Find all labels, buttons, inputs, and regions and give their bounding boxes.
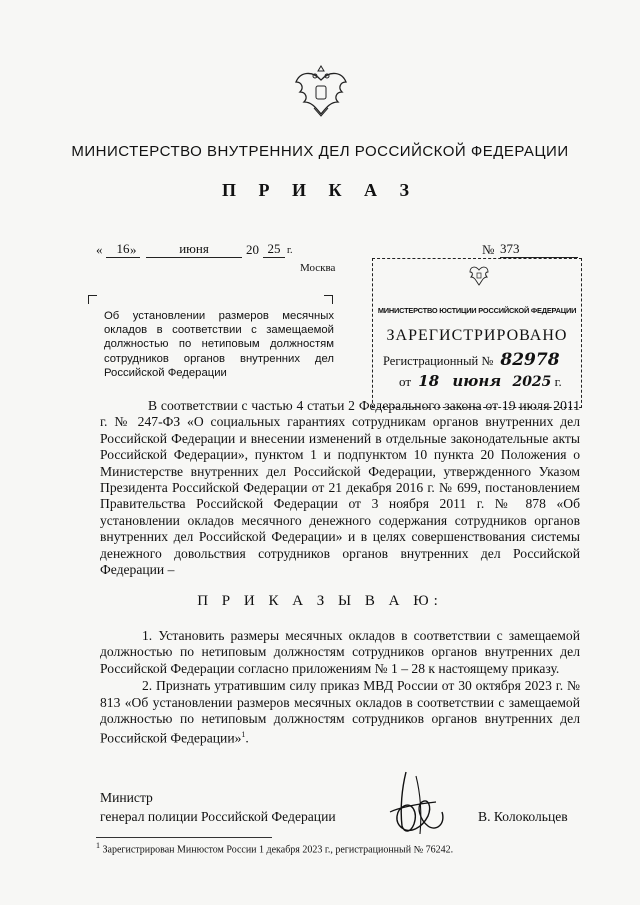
- date-year-abbr: г.: [287, 245, 293, 256]
- footnote: [96, 841, 453, 855]
- order-item-2: 2. Признать утратившим силу приказ МВД России от 30 октября 2023 г. № 813 «Об установлении размеров месячных окладов в соответствии с замещаемой должностью по нетиповым должностям сотрудников органов внутренних дел Российской Федерации»$^1$.: [100, 678, 580, 746]
- city: Москва: [300, 262, 336, 274]
- stamp-date-year: 2025: [512, 374, 552, 390]
- document-title: П Р И К А З: [221, 180, 419, 200]
- order-number-label: №: [482, 242, 495, 257]
- date-open-quote: «: [96, 242, 103, 257]
- stamp-date-day: 18: [418, 372, 440, 390]
- date-close-quote: »: [130, 242, 137, 257]
- coat-of-arms-emblem: [294, 62, 348, 120]
- ministry-name: МИНИСТЕРСТВО ВНУТРЕННИХ ДЕЛ РОССИЙСКОЙ ФЕДЕРАЦИИ: [71, 143, 569, 160]
- order-number: 373: [500, 241, 578, 258]
- stamp-date-prefix: от: [399, 374, 412, 389]
- stamp-emblem-icon: [469, 263, 489, 287]
- signer-position-line1: Министр: [100, 790, 153, 805]
- order-item-text: 2. Признать утратившим силу приказ МВД России от 30 октября 2023 г. № 813 «Об установлении размеров месячных окладов в соответствии с замещаемой должностью по нетиповым должностям сотрудников органов внутренних дел Российской Федерации»: [100, 678, 580, 746]
- order-subject: Об установлении размеров месячных окладов в соответствии с замещаемой должностью по нетиповым должностям сотрудников органов внутренних дел Российской Федерации: [104, 310, 334, 379]
- stamp-reg-number: 82978: [500, 350, 560, 370]
- subject-bracket-left: [88, 295, 97, 304]
- footnote-separator: [96, 837, 272, 838]
- date-month: июня: [146, 241, 242, 258]
- order-verb: П Р И К А З Ы В А Ю:: [197, 593, 443, 609]
- date-day: 16: [106, 241, 140, 258]
- handwritten-signature: [376, 768, 456, 840]
- stamp-reg-line: [383, 350, 560, 370]
- registration-stamp: [372, 258, 582, 408]
- signer-name: В. Колокольцев: [478, 809, 568, 824]
- stamp-ministry: МИНИСТЕРСТВО ЮСТИЦИИ РОССИЙСКОЙ ФЕДЕРАЦИИ: [377, 306, 577, 315]
- date-year-prefix: 20: [246, 242, 259, 257]
- subject-bracket-right: [324, 295, 333, 304]
- stamp-date-line: [399, 372, 562, 390]
- signer-position-line2: генерал полиции Российской Федерации: [100, 809, 336, 824]
- date-year-suffix: 25: [263, 241, 285, 258]
- preamble-text: В соответствии с частью 4 статьи 2 Федерального закона от 19 июля 2011 г. № 247-ФЗ «О социальных гарантиях сотрудникам органов внутренних дел Российской Федерации и внесении изменений в отдельные законодательные акты Российской Федерации», пунктом 1 и подпунктом 10 пункта 20 Положения о Министерстве внутренних дел Российской Федерации, утвержденного Указом Президента Российской Федерации от 21 декабря 2016 г. № 699, постановлением Правительства Российской Федерации от 3 ноября 2011 г. № 878 «Об установлении окладов месячного денежного содержания сотрудников органов внутренних дел Российской Федерации» и в целях совершенствования системы денежного довольствия сотрудников органов внутренних дел Российской Федерации –: [100, 398, 580, 578]
- order-item: 1. Установить размеры месячных окладов в соответствии с замещаемой должностью по нетиповым должностям сотрудников органов внутренних дел Российской Федерации согласно приложениям № 1 – 28 к настоящему приказу.: [100, 628, 580, 676]
- footnote-mark: 1: [241, 730, 246, 740]
- stamp-date-suffix: г.: [554, 374, 562, 389]
- footnote-text: Зарегистрирован Минюстом России 1 декабря 2023 г., регистрационный № 76242.: [102, 844, 454, 856]
- preamble-block: [100, 398, 580, 578]
- stamp-registered: ЗАРЕГИСТРИРОВАНО: [386, 327, 568, 344]
- footnote-number: 1: [96, 841, 100, 850]
- stamp-date-month: июня: [452, 372, 502, 390]
- order-items: [100, 628, 580, 748]
- stamp-reg-label: Регистрационный №: [383, 354, 494, 368]
